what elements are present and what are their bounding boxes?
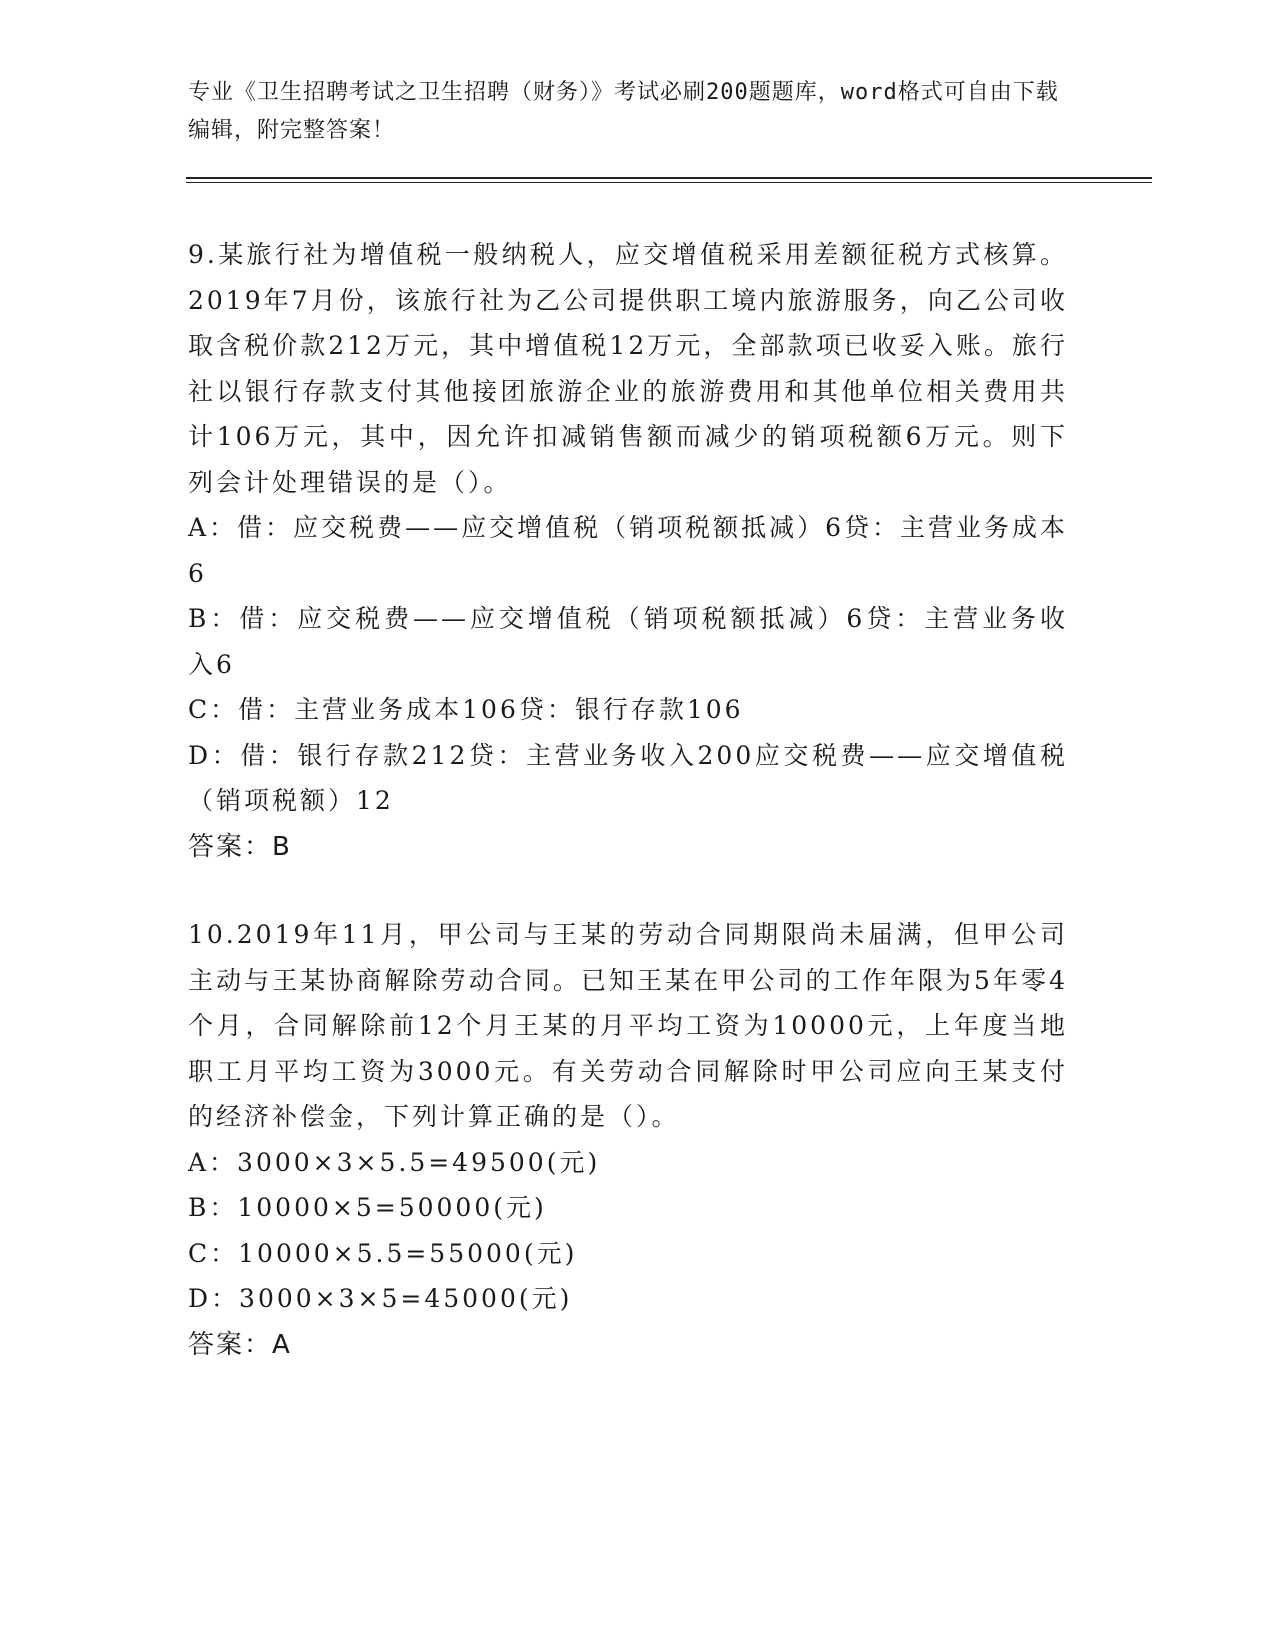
answer-label: 答案：B	[188, 831, 292, 862]
option-b: B：10000×5=50000(元)	[188, 1193, 547, 1222]
header-divider-thin	[186, 182, 1152, 183]
question-text: 9.某旅行社为增值税一般纳税人，应交增值税采用差额征税方式核算。2019年7月份，该旅行社为乙公司提供职工境内旅游服务，向乙公司收取含税价款212万元，其中增值税12万元，全部款项已收妥入账。旅行社以银行存款支付其他接团旅游企业的旅游费用和其他单位相关费用共计106万元，其中，因允许扣减销售额而减少的销项税额6万元。则下列会计处理错误的是（）。	[188, 240, 1068, 497]
option-c: C：10000×5.5=55000(元)	[188, 1238, 578, 1268]
question-10	[188, 912, 1068, 1368]
option-c: C：借：主营业务成本106贷：银行存款106	[188, 695, 744, 724]
answer-label: 答案：A	[188, 1329, 292, 1360]
document-header	[188, 74, 1068, 150]
header-title: 专业《卫生招聘考试之卫生招聘（财务）》考试必刷200题题库，word格式可自由下载编辑，附完整答案！	[188, 80, 1059, 143]
question-9	[188, 232, 1068, 870]
question-text: 10.2019年11月，甲公司与王某的劳动合同期限尚未届满，但甲公司主动与王某协商解除劳动合同。已知王某在甲公司的工作年限为5年零4个月，合同解除前12个月王某的月平均工资为10000元，上年度当地职工月平均工资为3000元。有关劳动合同解除时甲公司应向王某支付的经济补偿金，下列计算正确的是（）。	[188, 920, 1068, 1131]
option-a: A：3000×3×5.5=49500(元)	[188, 1147, 601, 1177]
header-divider-thick	[186, 177, 1152, 179]
option-b: B：借：应交税费——应交增值税（销项税额抵减）6贷：主营业务收入6	[188, 604, 1068, 679]
option-a: A：借：应交税费——应交增值税（销项税额抵减）6贷：主营业务成本6	[188, 513, 1068, 588]
option-d: D：3000×3×5=45000(元)	[188, 1284, 573, 1313]
option-d: D：借：银行存款212贷：主营业务收入200应交税费——应交增值税（销项税额）12	[188, 740, 1068, 815]
